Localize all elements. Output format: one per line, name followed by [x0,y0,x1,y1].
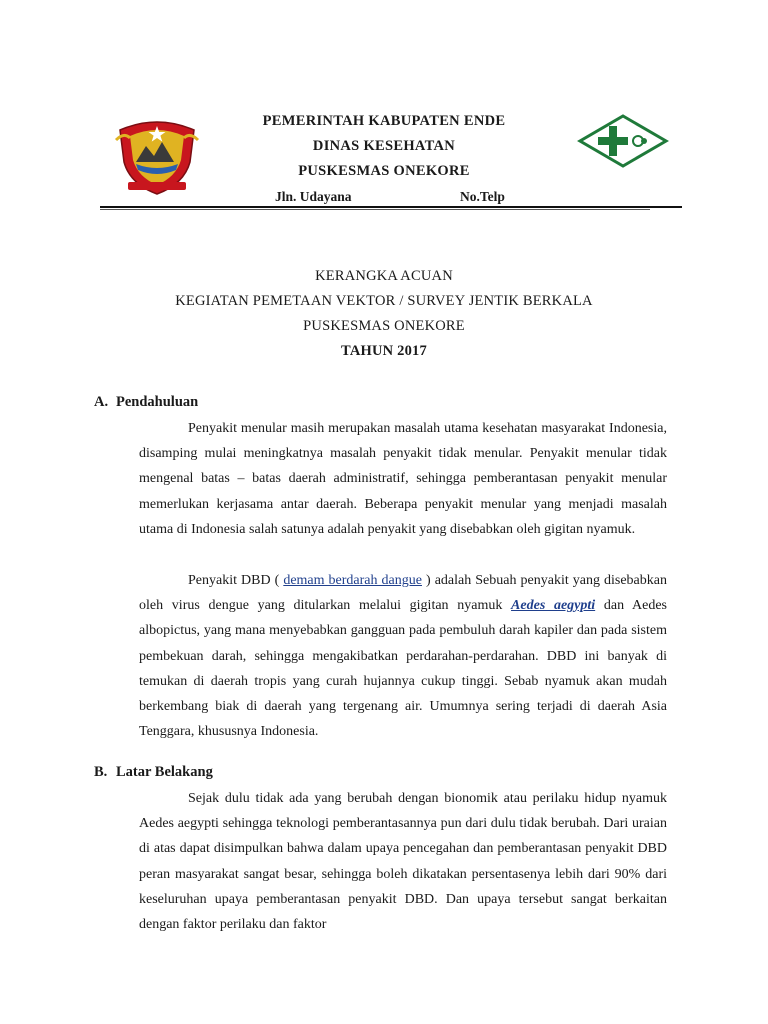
aedes-aegypti-link[interactable]: Aedes aegypti [511,598,596,614]
doc-title-year: TAHUN 2017 [341,343,427,359]
letterhead-divider [100,206,682,208]
section-b-paragraph-1: Sejak dulu tidak ada yang berubah dengan bionomik atau perilaku hidup nyamuk Aedes aegypti sehingga teknologi pemberantasannya pun dari dulu tidak berubah. Dari uraian di atas dapat disimpulkan bahwa dalam upaya pencegahan dan pemberantasan penyakit DBD peran masyarakat sangat besar, sehingga boleh dikatakan persentasenya lebih dari 90% dari keseluruhan upaya pemberantasan penyakit DBD. Dan upaya tersebut sangat berkaitan dengan faktor perilaku dan faktor [139,791,667,933]
letterhead-government: PEMERINTAH KABUPATEN ENDE [262,113,506,129]
section-a-heading [94,394,198,411]
letterhead-puskesmas: PUSKESMAS ONEKORE [298,163,470,179]
dengue-link[interactable]: demam berdarah dangue [283,573,422,588]
section-b-label: B. [94,764,108,780]
section-b-title: Latar Belakang [116,764,213,780]
letterhead-department: DINAS KESEHATAN [312,138,456,154]
p2-text-middle: ) adalah Sebuah penyakit yang disebabkan oleh virus dengue yang ditularkan melalui gigitan nyamuk [139,573,667,614]
section-b-heading [94,764,213,781]
section-a-paragraph-1: Penyakit menular masih merupakan masalah utama kesehatan masyarakat Indonesia, disamping mulai meningkatnya masalah penyakit tidak menular. Penyakit menular tidak mengenal batas – batas daerah administratif, sehingga pemberantasan penyakit menular memerlukan kerjasama antar daerah. Beberapa penyakit menular yang menjadi masalah utama di Indonesia salah satunya adalah penyakit yang disebabkan oleh gigitan nyamuk. [139,421,667,537]
section-a-title: Pendahuluan [116,394,199,410]
doc-title-line-2: KEGIATAN PEMETAAN VEKTOR / SURVEY JENTIK BERKALA [175,293,593,309]
section-a-label: A. [94,394,109,410]
doc-title-line-1: KERANGKA ACUAN [315,268,453,284]
doc-title-line-3: PUSKESMAS ONEKORE [303,318,465,334]
p2-text-start: Penyakit DBD ( [188,573,284,588]
letterhead [0,0,768,220]
section-a-paragraph-2 [139,568,667,744]
letterhead-divider-thin [100,209,650,210]
letterhead-address: Jln. Udayana [275,189,352,204]
p2-text-end: dan Aedes albopictus, yang mana menyebabkan gangguan pada pembuluh darah kapiler dan pada sistem pembekuan darah, sehingga mengakibatkan perdarahan-perdarahan. DBD ini banyak di temukan di daerah tropis yang curah hujannya cukup tinggi. Sebab nyamuk akan mudah berkembang biak di daerah yang tergenang air. Umumnya sering terjadi di daerah Asia Tenggara, khususnya Indonesia. [139,598,667,740]
letterhead-phone: No.Telp [460,189,505,204]
